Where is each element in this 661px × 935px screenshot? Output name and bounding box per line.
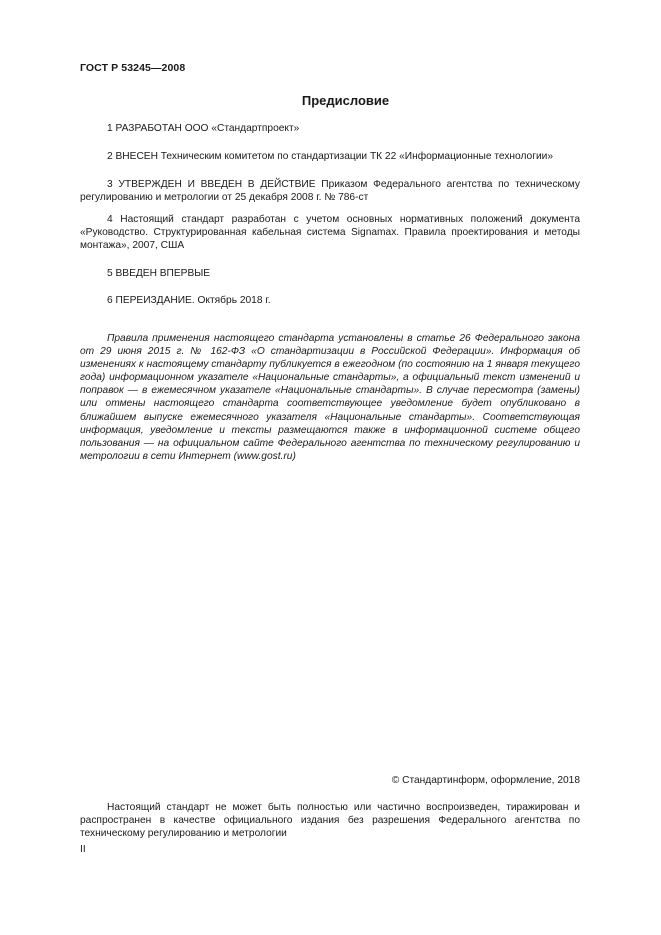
copyright-line: © Стандартинформ, оформление, 2018 [391,775,580,786]
standard-application-notice: Правила применения настоящего стандарта установлены в статье 26 Федерального закона от 29 июня 2015 г. № 162-ФЗ «О стандартизации в Российской Федерации». Информация об изменениях к настоящему стандарту публикуется в ежегодном (по состоянию на 1 января текущего года) информационном указателе «Национальные стандарты», а официальный текст изменений и поправок — в ежемесячном указателе «Национальные стандарты». В случае пересмотра (замены) или отмены настоящего стандарта соответствующее уведомление будет опубликовано в ближайшем выпуске ежемесячного указателя «Национальные стандарты». Соответствующая информация, уведомление и тексты размещаются также в информационной системе общего пользования — на официальном сайте Федерального агентства по техническому регулированию и метрологии в сети Интернет (www.gost.ru) [80,333,580,462]
foreword-item-5: 5 ВВЕДЕН ВПЕРВЫЕ [107,268,211,279]
document-code: ГОСТ Р 53245—2008 [80,62,186,74]
section-title: Предисловие [301,93,390,108]
foreword-item-4: 4 Настоящий стандарт разработан с учетом основных нормативных положений документа «Руководство. Структурированная кабельная система Signamax. Правила проектирования и методы монтажа», 2007, США [80,214,580,251]
foreword-item-1: 1 РАЗРАБОТАН ООО «Стандартпроект» [107,123,300,134]
foreword-item-2: 2 ВНЕСЕН Техническим комитетом по стандартизации ТК 22 «Информационные технологии» [107,151,553,162]
page-number: II [80,844,86,855]
foreword-item-3: 3 УТВЕРЖДЕН И ВВЕДЕН В ДЕЙСТВИЕ Приказом Федерального агентства по техническому регулированию и метрологии от 25 декабря 2008 г. № 786-ст [80,179,580,203]
foreword-item-6: 6 ПЕРЕИЗДАНИЕ. Октябрь 2018 г. [107,295,271,306]
reproduction-restriction-text: Настоящий стандарт не может быть полностью или частично воспроизведен, тиражирован и распространен в качестве официального издания без разрешения Федерального агентства по техническому регулированию и метрологии [80,802,580,839]
